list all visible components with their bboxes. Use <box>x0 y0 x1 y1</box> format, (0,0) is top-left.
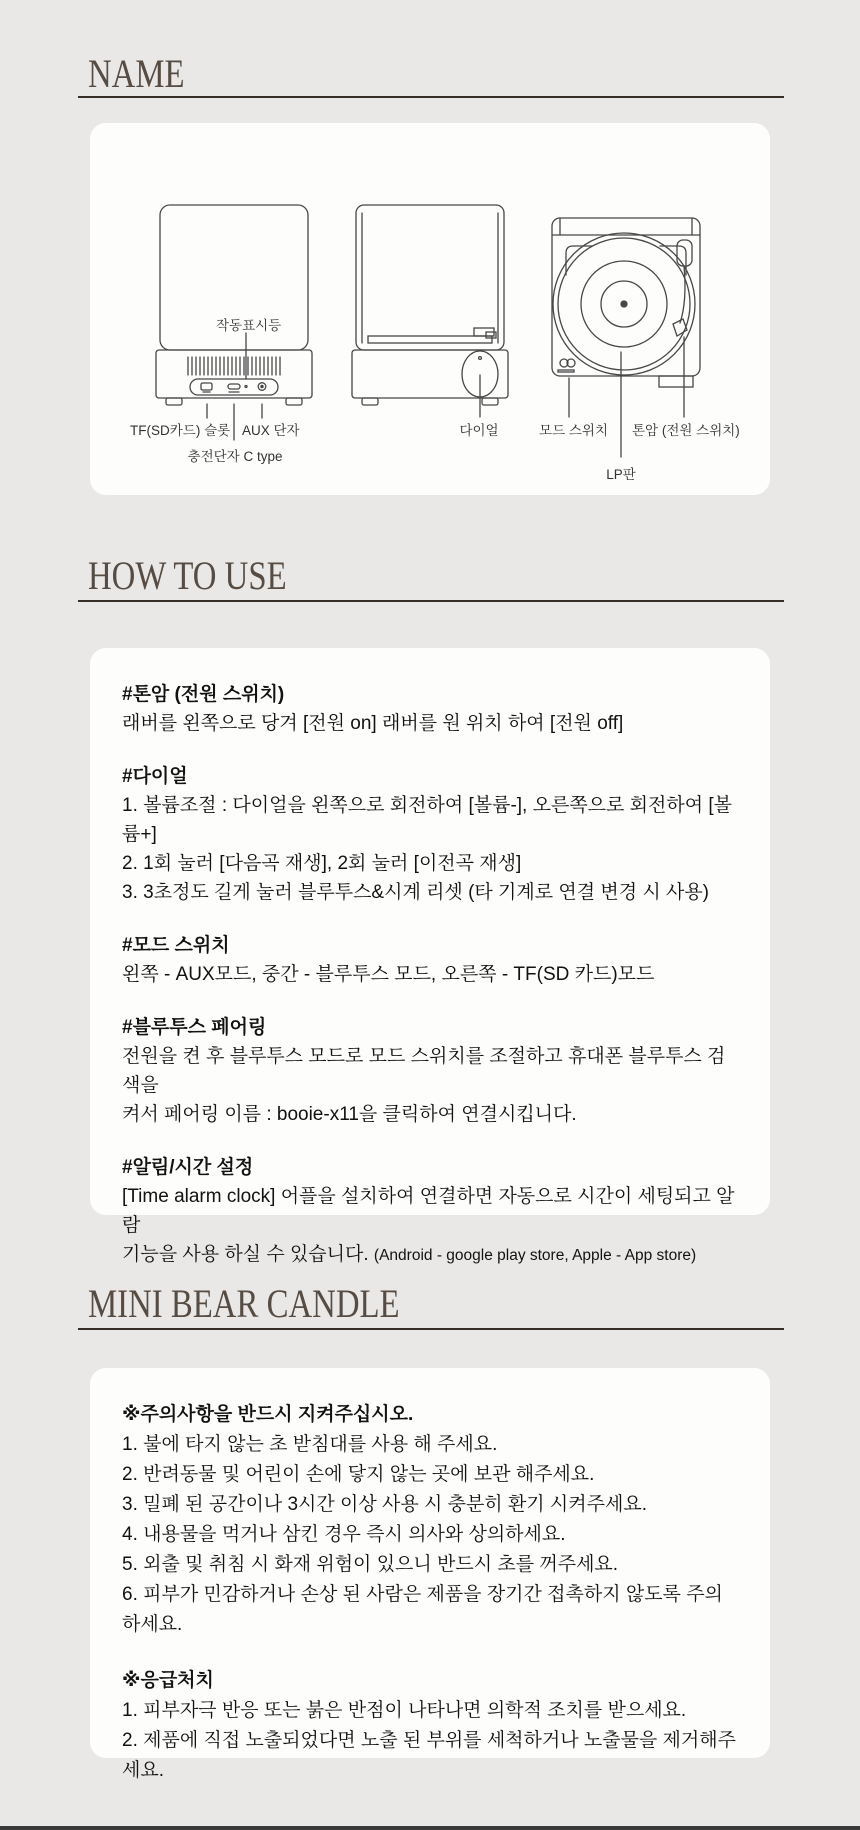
candle-first-aid-title: ※응급처치 <box>122 1670 214 1691</box>
howto-section-tonearm <box>122 680 736 738</box>
howto-line: 왼쪽 - AUX모드, 중간 - 블루투스 모드, 오른쪽 - TF(SD 카드)모드 <box>122 964 655 985</box>
howto-section-title: #다이얼 <box>122 766 188 787</box>
front-foot-left <box>166 398 182 405</box>
candle-first-aid-item: 1. 피부자극 반응 또는 붉은 반점이 나타나면 의학적 조치를 받으세요. <box>122 1700 687 1721</box>
heading-rule <box>78 600 784 602</box>
tonearm-head <box>677 240 692 266</box>
product-diagram-card <box>90 123 770 495</box>
howto-line: 전원을 켠 후 블루투스 모드로 모드 스위치를 조절하고 휴대폰 블루투스 검색을 <box>122 1046 726 1096</box>
turntable-diagram <box>90 123 770 495</box>
front-foot-right <box>286 398 302 405</box>
howto-section-title: #톤암 (전원 스위치) <box>122 684 285 705</box>
howto-section-title: #블루투스 페어링 <box>122 1017 267 1038</box>
howto-section-title: #모드 스위치 <box>122 935 230 956</box>
howto-line: 2. 1회 눌러 [다음곡 재생], 2회 눌러 [이전곡 재생] <box>122 853 522 874</box>
next-section-edge <box>0 1826 860 1830</box>
how-to-use-card <box>90 648 770 1265</box>
usbc-port-icon <box>228 384 240 389</box>
howto-line <box>122 1240 736 1270</box>
dial-knob-dot <box>479 357 482 360</box>
howto-line: [Time alarm clock] 어플을 설치하여 연결하면 자동으로 시간이 세팅되고 알람 <box>122 1186 735 1236</box>
candle-caution-group <box>122 1400 736 1640</box>
side-view-base <box>352 350 508 398</box>
howto-section-mode-switch <box>122 931 736 989</box>
howto-line: 켜서 페어링 이름 : booie-x11을 클릭하여 연결시킵니다. <box>122 1104 577 1125</box>
aux-jack-center <box>261 385 263 387</box>
front-view-vents <box>188 357 280 375</box>
top-view-body <box>552 218 700 376</box>
side-foot-left <box>362 398 378 405</box>
side-view-lid-walls <box>362 213 498 343</box>
sd-slot-icon <box>201 383 212 390</box>
label-mode-switch: 모드 스위치 <box>539 423 608 438</box>
indicator-led-hole <box>245 386 247 388</box>
lp-record-spindle <box>621 301 627 307</box>
label-indicator: 작동표시등 <box>216 318 282 333</box>
howto-line-note: (Android - google play store, Apple - App store) <box>373 1247 697 1264</box>
howto-section-bluetooth <box>122 1013 736 1129</box>
section-title-name: NAME <box>88 51 185 96</box>
candle-first-aid-item: 2. 제품에 직접 노출되었다면 노출 된 부위를 세척하거나 노출물을 제거해주세요. <box>122 1730 736 1781</box>
heading-rule <box>78 96 784 98</box>
top-view-rear-tab <box>659 376 693 387</box>
top-view-bracket-left <box>566 246 592 275</box>
howto-section-title: #알림/시간 설정 <box>122 1157 254 1178</box>
candle-caution-item: 5. 외출 및 취침 시 화재 위험이 있으니 반드시 초를 꺼주세요. <box>122 1554 619 1575</box>
candle-caution-title: ※주의사항을 반드시 지켜주십시오. <box>122 1404 414 1425</box>
label-lp: LP판 <box>606 467 636 482</box>
candle-first-aid-group <box>122 1666 736 1786</box>
heading-rule <box>78 1328 784 1330</box>
candle-caution-card <box>90 1368 770 1781</box>
howto-section-dial <box>122 762 736 907</box>
label-charge-port: 충전단자 C type <box>187 449 283 464</box>
label-aux: AUX 단자 <box>242 423 300 438</box>
candle-caution-item: 1. 불에 타지 않는 초 받침대를 사용 해 주세요. <box>122 1434 498 1455</box>
front-view-base <box>156 350 312 398</box>
logo-text-mark <box>558 370 574 372</box>
section-title-how-to-use: HOW TO USE <box>88 553 287 598</box>
candle-caution-item: 6. 피부가 민감하거나 손상 된 사람은 제품을 장기간 접촉하지 않도록 주의하세요. <box>122 1584 723 1635</box>
howto-line: 래버를 왼쪽으로 당겨 [전원 on] 래버를 원 위치 하여 [전원 off] <box>122 713 624 734</box>
label-tonearm: 톤암 (전원 스위치) <box>632 423 740 438</box>
howto-line: 1. 볼륨조절 : 다이얼을 왼쪽으로 회전하여 [볼륨-], 오른쪽으로 회전하여 [볼륨+] <box>122 795 732 845</box>
howto-line-main: 기능을 사용 하실 수 있습니다. <box>122 1244 374 1265</box>
candle-caution-item: 2. 반려동물 및 어린이 손에 닿지 않는 곳에 보관 해주세요. <box>122 1464 595 1485</box>
candle-caution-item: 4. 내용물을 먹거나 삼킨 경우 즉시 의사와 상의하세요. <box>122 1524 566 1545</box>
section-title-candle: MINI BEAR CANDLE <box>88 1281 400 1326</box>
side-foot-right <box>482 398 498 405</box>
howto-section-alarm <box>122 1153 736 1270</box>
label-dial: 다이얼 <box>459 423 499 438</box>
howto-line: 3. 3초정도 길게 눌러 블루투스&시계 리셋 (타 기계로 연결 변경 시 사용) <box>122 882 710 903</box>
label-tf-slot: TF(SD카드) 슬롯 <box>130 423 231 438</box>
candle-caution-item: 3. 밀폐 된 공간이나 3시간 이상 사용 시 충분히 환기 시켜주세요. <box>122 1494 647 1515</box>
side-view-platter <box>368 336 492 343</box>
